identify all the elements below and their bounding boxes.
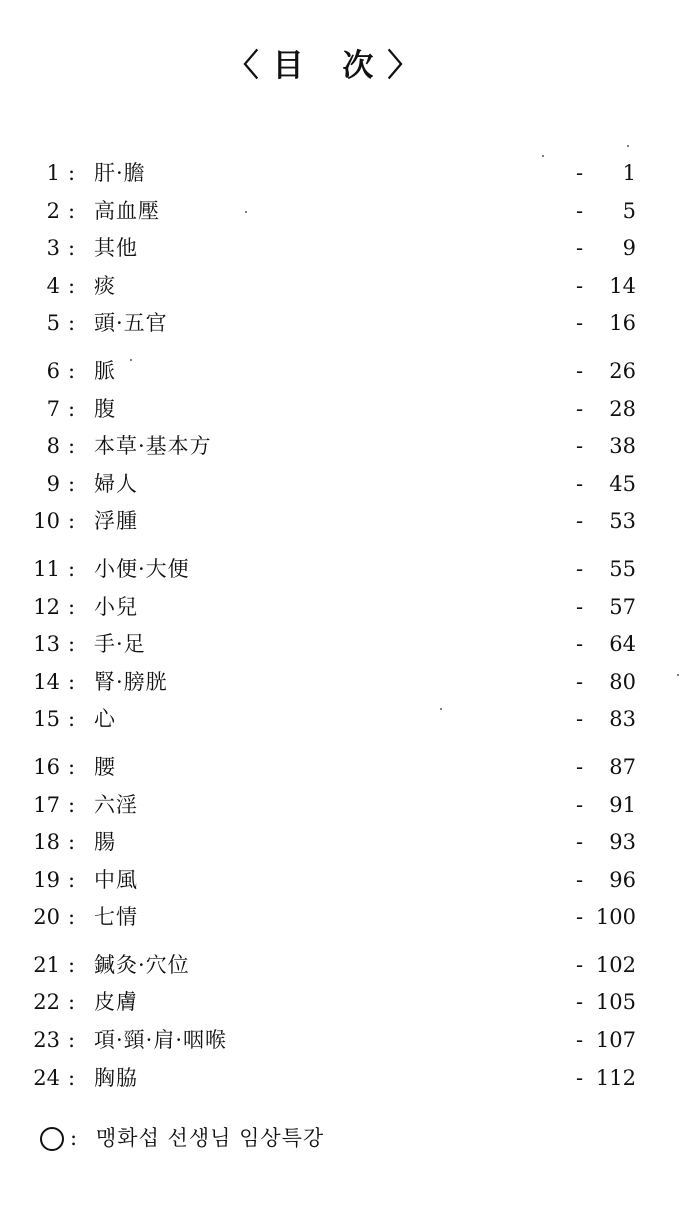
scan-speck: [245, 211, 247, 213]
page-number: 55: [609, 556, 636, 581]
toc-entry: [0, 1060, 700, 1098]
chapter-number: 12: [33, 594, 60, 619]
page-number: 53: [609, 509, 636, 534]
toc-entry: [0, 155, 700, 193]
toc-entry: [0, 551, 700, 589]
chapter-number: 22: [33, 990, 60, 1015]
leader-dash: -: [576, 952, 584, 977]
chapter-number: 10: [33, 509, 60, 534]
chapter-title: 脈: [94, 358, 116, 383]
leader-dash: -: [576, 434, 584, 459]
separator: :: [68, 830, 76, 855]
leader-dash: -: [576, 707, 584, 732]
page-number: 64: [609, 632, 636, 657]
chapter-title: 小便·大便: [94, 556, 190, 581]
chapter-number: 9: [46, 471, 60, 496]
leader-dash: -: [576, 161, 584, 185]
page-number: 80: [609, 669, 636, 694]
separator: :: [68, 952, 76, 977]
scan-speck: [130, 359, 132, 361]
chapter-number: 15: [33, 707, 60, 732]
page-number: 96: [609, 867, 636, 892]
chapter-title: 腹: [94, 396, 116, 421]
separator: :: [68, 161, 76, 185]
chapter-number: 20: [33, 905, 60, 930]
chapter-title: 高血壓: [94, 198, 160, 223]
separator: :: [68, 754, 76, 779]
chapter-number: 18: [33, 830, 60, 855]
chapter-title: 鍼灸·穴位: [94, 952, 190, 977]
page-number: 5: [622, 198, 636, 223]
chapter-number: 17: [33, 792, 60, 817]
leader-dash: -: [576, 198, 584, 223]
separator: :: [68, 707, 76, 732]
page-number: 91: [609, 792, 636, 817]
page-number: 102: [595, 952, 636, 977]
chapter-number: 5: [46, 311, 60, 336]
leader-dash: -: [576, 273, 584, 298]
chapter-title: 浮腫: [94, 509, 138, 534]
toc-entry: [0, 787, 700, 825]
leader-dash: -: [576, 471, 584, 496]
separator: :: [68, 509, 76, 534]
leader-dash: -: [576, 1065, 584, 1090]
separator: :: [68, 990, 76, 1015]
chapter-number: 23: [33, 1028, 60, 1053]
page-number: 28: [609, 396, 636, 421]
toc-entry: [0, 268, 700, 306]
chapter-title: 小兒: [94, 594, 138, 619]
chapter-title: 其他: [94, 236, 138, 261]
page-number: 45: [609, 471, 636, 496]
leader-dash: -: [576, 358, 584, 383]
chapter-title: 腸: [94, 830, 116, 855]
page-number: 112: [595, 1065, 636, 1090]
toc-entry: [0, 466, 700, 504]
chapter-number: 3: [46, 236, 60, 261]
chapter-number: 2: [46, 198, 60, 223]
chapter-number: 7: [46, 396, 60, 421]
toc-entry: [0, 589, 700, 627]
separator: :: [68, 594, 76, 619]
page-number: 16: [609, 311, 636, 336]
chapter-title: 項·頸·肩·咽喉: [94, 1028, 228, 1053]
page-number: 14: [609, 273, 636, 298]
leader-dash: -: [576, 830, 584, 855]
leader-dash: -: [576, 1028, 584, 1053]
separator: :: [68, 471, 76, 496]
page-title: 〈目 次〉: [227, 48, 433, 84]
leader-dash: -: [576, 396, 584, 421]
scan-speck: [677, 674, 679, 676]
separator: :: [68, 396, 76, 421]
circle-icon: [40, 1127, 64, 1151]
separator: :: [68, 905, 76, 930]
leader-dash: -: [576, 867, 584, 892]
chapter-title: 手·足: [94, 632, 146, 657]
scan-speck: [440, 708, 442, 710]
toc-entry: [0, 824, 700, 862]
chapter-number: 4: [46, 273, 60, 298]
toc-entry: [0, 193, 700, 231]
chapter-title: 肝·膽: [94, 161, 146, 185]
chapter-title: 皮膚: [94, 990, 138, 1015]
leader-dash: -: [576, 792, 584, 817]
page-number: 87: [609, 754, 636, 779]
chapter-title: 痰: [94, 273, 116, 298]
chapter-number: 6: [46, 358, 60, 383]
toc-entry: [0, 503, 700, 541]
toc-entry: [0, 391, 700, 429]
separator: :: [68, 1028, 76, 1053]
separator: :: [68, 273, 76, 298]
chapter-title: 六淫: [94, 792, 138, 817]
scan-speck: [542, 155, 544, 157]
separator: :: [68, 632, 76, 657]
chapter-title: 七情: [94, 905, 138, 930]
toc-entry: [0, 899, 700, 937]
chapter-number: 8: [46, 434, 60, 459]
chapter-title: 本草·基本方: [94, 434, 212, 459]
toc-entry: [0, 862, 700, 900]
toc-entry: [0, 701, 700, 739]
leader-dash: -: [576, 990, 584, 1015]
leader-dash: -: [576, 509, 584, 534]
separator: :: [68, 311, 76, 336]
page-number: 100: [595, 905, 636, 930]
toc-entry: [0, 749, 700, 787]
chapter-title: 中風: [94, 867, 138, 892]
toc-entry: [0, 947, 700, 985]
leader-dash: -: [576, 632, 584, 657]
page-number: 107: [595, 1028, 636, 1053]
chapter-number: 24: [33, 1065, 60, 1090]
leader-dash: -: [576, 669, 584, 694]
page-number: 83: [609, 707, 636, 732]
toc-entry: [0, 984, 700, 1022]
leader-dash: -: [576, 311, 584, 336]
leader-dash: -: [576, 905, 584, 930]
page-number: 105: [595, 990, 636, 1015]
toc-entry: [0, 353, 700, 391]
toc-entry: [0, 1022, 700, 1060]
chapter-number: 14: [33, 669, 60, 694]
leader-dash: -: [576, 556, 584, 581]
separator: :: [68, 434, 76, 459]
separator: :: [68, 556, 76, 581]
separator: :: [68, 792, 76, 817]
toc-entry: [0, 305, 700, 343]
chapter-title: 腰: [94, 754, 116, 779]
separator: :: [68, 669, 76, 694]
chapter-title: 心: [94, 707, 116, 732]
chapter-title: 腎·膀胱: [94, 669, 168, 694]
chapter-title: 頭·五官: [94, 311, 168, 336]
footer-text: 맹화섭 선생님 임상특강: [96, 1126, 325, 1150]
separator: :: [68, 867, 76, 892]
separator: :: [70, 1126, 78, 1150]
toc-entry: [0, 626, 700, 664]
separator: :: [68, 1065, 76, 1090]
separator: :: [68, 358, 76, 383]
table-of-contents: [0, 155, 700, 1097]
leader-dash: -: [576, 754, 584, 779]
chapter-number: 21: [33, 952, 60, 977]
page-number: 38: [609, 434, 636, 459]
toc-entry: [0, 664, 700, 702]
chapter-number: 11: [33, 556, 60, 581]
separator: :: [68, 236, 76, 261]
page-number: 9: [622, 236, 636, 261]
chapter-number: 1: [46, 161, 60, 185]
leader-dash: -: [576, 594, 584, 619]
page-number: 26: [609, 358, 636, 383]
chapter-number: 13: [33, 632, 60, 657]
page-number: 93: [609, 830, 636, 855]
chapter-title: 婦人: [94, 471, 138, 496]
page-number: 57: [609, 594, 636, 619]
chapter-number: 19: [33, 867, 60, 892]
separator: :: [68, 198, 76, 223]
page-number: 1: [622, 161, 636, 185]
footer-entry: [0, 1118, 700, 1158]
toc-entry: [0, 428, 700, 466]
chapter-title: 胸脇: [94, 1065, 138, 1090]
scan-speck: [627, 145, 629, 147]
toc-entry: [0, 230, 700, 268]
leader-dash: -: [576, 236, 584, 261]
chapter-number: 16: [33, 754, 60, 779]
